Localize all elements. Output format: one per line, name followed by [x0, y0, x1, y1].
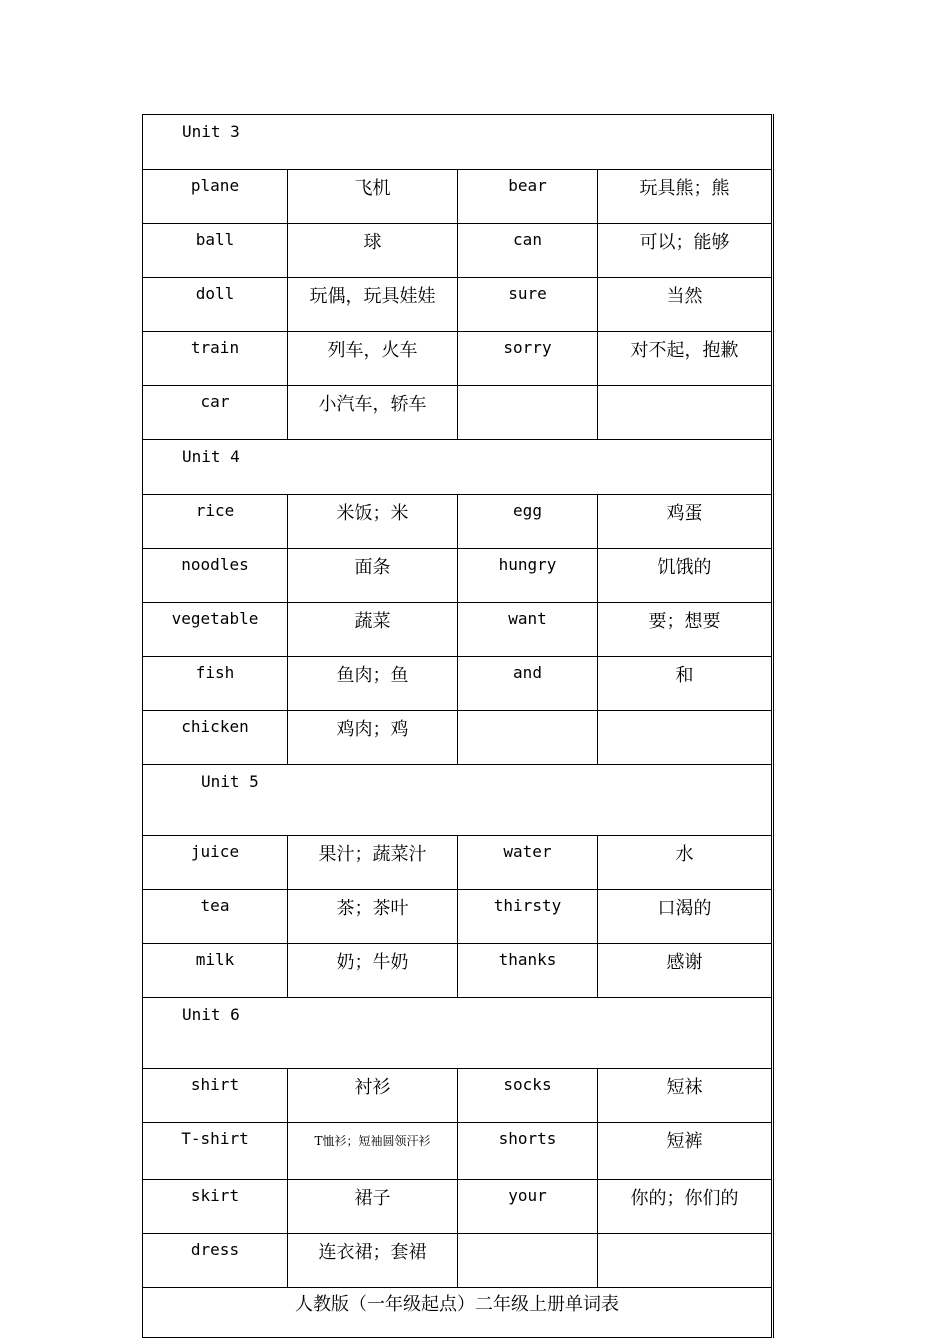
english-word: sure [458, 278, 598, 332]
chinese-meaning: 鸡蛋 [598, 495, 773, 549]
english-word: ball [143, 224, 288, 278]
chinese-meaning [598, 386, 773, 440]
english-word: chicken [143, 711, 288, 765]
english-word: shorts [458, 1123, 598, 1180]
table-row [143, 332, 773, 386]
chinese-meaning: 水 [598, 836, 773, 890]
table-row [143, 657, 773, 711]
table-row [143, 549, 773, 603]
table-row [143, 944, 773, 998]
chinese-meaning: 鱼肉；鱼 [288, 657, 458, 711]
english-word: shirt [143, 1069, 288, 1123]
table-row [143, 1069, 773, 1123]
english-word: milk [143, 944, 288, 998]
english-word: can [458, 224, 598, 278]
english-word: socks [458, 1069, 598, 1123]
table-row [143, 170, 773, 224]
unit-header-row [143, 765, 773, 836]
table-row [143, 224, 773, 278]
chinese-meaning: 短裤 [598, 1123, 773, 1180]
unit-title: Unit 4 [143, 440, 773, 495]
chinese-meaning: 小汽车，轿车 [288, 386, 458, 440]
chinese-meaning: 奶；牛奶 [288, 944, 458, 998]
chinese-meaning: 玩具熊；熊 [598, 170, 773, 224]
table-row [143, 711, 773, 765]
table-row [143, 1234, 773, 1288]
table-row [143, 278, 773, 332]
english-word: bear [458, 170, 598, 224]
caption-row [143, 1288, 773, 1338]
english-word: train [143, 332, 288, 386]
english-word [458, 386, 598, 440]
english-word: noodles [143, 549, 288, 603]
chinese-meaning: 面条 [288, 549, 458, 603]
chinese-meaning: 米饭；米 [288, 495, 458, 549]
chinese-meaning: 饥饿的 [598, 549, 773, 603]
english-word: rice [143, 495, 288, 549]
table-row [143, 603, 773, 657]
chinese-meaning: 对不起，抱歉 [598, 332, 773, 386]
english-word: your [458, 1180, 598, 1234]
english-word: juice [143, 836, 288, 890]
chinese-meaning: 当然 [598, 278, 773, 332]
english-word: T-shirt [143, 1123, 288, 1180]
unit-title: Unit 3 [143, 115, 773, 170]
chinese-meaning: 飞机 [288, 170, 458, 224]
unit-header-row [143, 998, 773, 1069]
chinese-meaning: T恤衫；短袖圆领汗衫 [288, 1123, 458, 1180]
table-row [143, 836, 773, 890]
english-word: skirt [143, 1180, 288, 1234]
english-word: egg [458, 495, 598, 549]
english-word: thanks [458, 944, 598, 998]
english-word: vegetable [143, 603, 288, 657]
english-word: and [458, 657, 598, 711]
chinese-meaning: 要；想要 [598, 603, 773, 657]
chinese-meaning: 衬衫 [288, 1069, 458, 1123]
chinese-meaning: 感谢 [598, 944, 773, 998]
chinese-meaning: 列车，火车 [288, 332, 458, 386]
chinese-meaning: 口渴的 [598, 890, 773, 944]
table-caption: 人教版（一年级起点）二年级上册单词表 [143, 1288, 773, 1338]
english-word [458, 1234, 598, 1288]
english-word: tea [143, 890, 288, 944]
english-word [458, 711, 598, 765]
vocabulary-table [142, 114, 774, 1338]
chinese-meaning: 茶；茶叶 [288, 890, 458, 944]
english-word: water [458, 836, 598, 890]
chinese-meaning: 和 [598, 657, 773, 711]
english-word: thirsty [458, 890, 598, 944]
chinese-meaning [598, 711, 773, 765]
english-word: sorry [458, 332, 598, 386]
english-word: plane [143, 170, 288, 224]
english-word: hungry [458, 549, 598, 603]
unit-title: Unit 5 [143, 765, 773, 836]
table-row [143, 386, 773, 440]
chinese-meaning: 连衣裙；套裙 [288, 1234, 458, 1288]
chinese-meaning: 玩偶，玩具娃娃 [288, 278, 458, 332]
chinese-meaning: 鸡肉；鸡 [288, 711, 458, 765]
english-word: car [143, 386, 288, 440]
english-word: doll [143, 278, 288, 332]
english-word: want [458, 603, 598, 657]
table-row [143, 1123, 773, 1180]
unit-header-row [143, 440, 773, 495]
table-row [143, 495, 773, 549]
table-row [143, 890, 773, 944]
chinese-meaning: 可以；能够 [598, 224, 773, 278]
chinese-meaning [598, 1234, 773, 1288]
chinese-meaning: 蔬菜 [288, 603, 458, 657]
chinese-meaning: 球 [288, 224, 458, 278]
english-word: fish [143, 657, 288, 711]
chinese-meaning: 你的；你们的 [598, 1180, 773, 1234]
chinese-meaning: 短袜 [598, 1069, 773, 1123]
table-row [143, 1180, 773, 1234]
chinese-meaning: 果汁；蔬菜汁 [288, 836, 458, 890]
unit-header-row [143, 115, 773, 170]
unit-title: Unit 6 [143, 998, 773, 1069]
chinese-meaning: 裙子 [288, 1180, 458, 1234]
english-word: dress [143, 1234, 288, 1288]
